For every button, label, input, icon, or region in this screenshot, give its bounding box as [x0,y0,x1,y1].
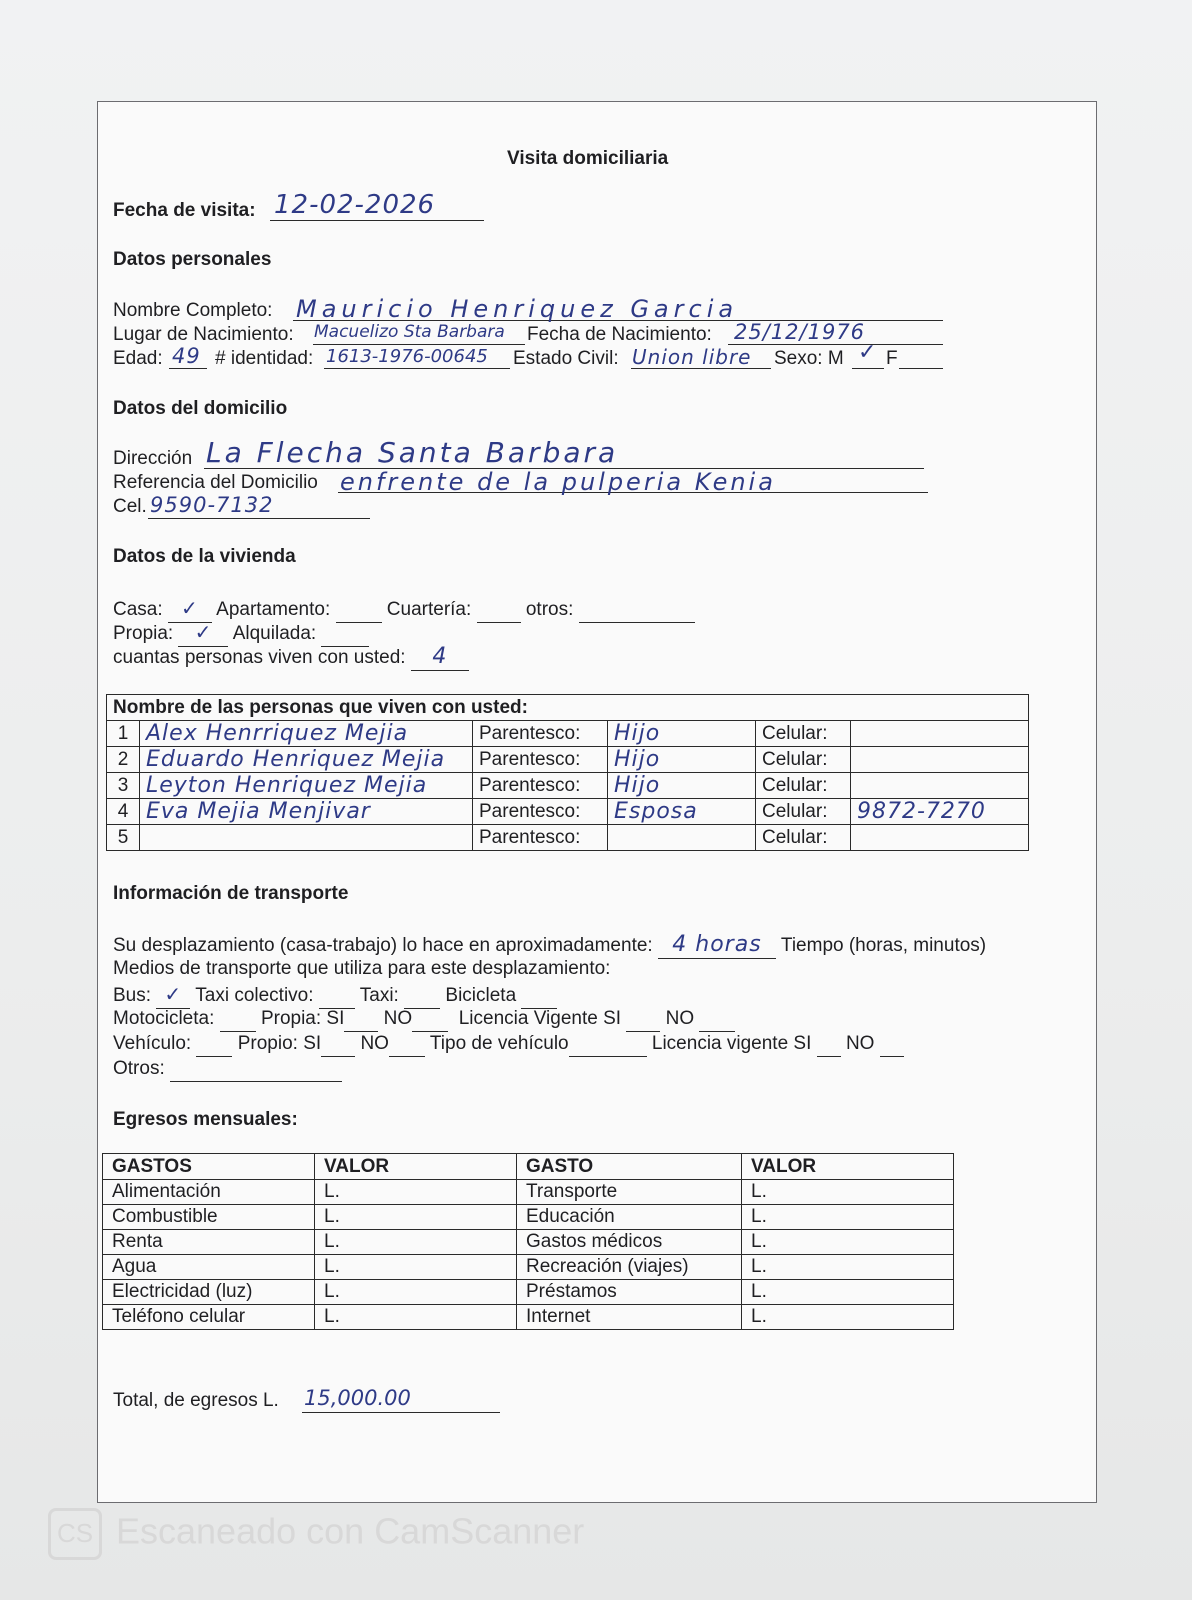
propia-label: Propia: [113,623,174,644]
birthplace-underline [313,344,525,345]
commute-suffix: Tiempo (horas, minutos) [780,935,987,956]
camscanner-watermark [48,1508,584,1560]
household-table-header [107,695,1029,721]
bus-label: Bus: [113,985,152,1006]
celular-label: Celular: [756,799,851,825]
veh-licencia-label: Licencia vigente SI [651,1033,812,1054]
parentesco-label: Parentesco: [473,825,608,851]
person-name: Eduardo Henriquez Mejia [146,747,446,772]
veh-no-blank [389,1032,425,1057]
expense-value: L. [315,1280,517,1305]
table-row [103,1180,954,1205]
transport-otros-label: Otros: [113,1058,165,1079]
table-row [107,747,1029,773]
expense-value: L. [742,1305,954,1330]
expense-value: L. [315,1255,517,1280]
transport-means-label: Medios de transporte que utiliza para este desplazamiento: [113,958,611,979]
id-value: 1613-1976-00645 [326,346,488,367]
expense-name: Préstamos [517,1280,742,1305]
expense-name: Transporte [517,1180,742,1205]
taxi-label: Taxi: [359,985,399,1006]
bicicleta-blank [521,984,557,1009]
domicile-heading: Datos del domicilio [113,398,288,419]
person-relation: Hijo [614,721,661,746]
col-valor-2: VALOR [742,1154,954,1180]
table-row [103,1230,954,1255]
moto-blank [220,1007,256,1032]
commute-value: 4 horas [672,932,762,957]
age-value: 49 [172,344,201,368]
address-label: Dirección [113,448,193,469]
cuarteria-label: Cuartería: [386,599,472,620]
parentesco-label: Parentesco: [473,721,608,747]
cel-underline [148,518,370,519]
civil-label: Estado Civil: [513,348,619,369]
address-value: La Flecha Santa Barbara [206,436,619,469]
moto-no-blank [412,1007,448,1032]
parentesco-label: Parentesco: [473,747,608,773]
parentesco-label: Parentesco: [473,799,608,825]
person-relation: Hijo [614,747,661,772]
housing-ownership-row [113,620,369,647]
transport-vehicle-row [113,1032,904,1057]
person-name: Eva Mejia Menjivar [146,799,371,824]
veh-licencia-no-blank [880,1032,904,1057]
total-value: 15,000.00 [304,1386,411,1410]
celular-label: Celular: [756,825,851,851]
row-number: 4 [107,799,140,825]
camscanner-logo-icon: CS [48,1508,102,1560]
moto-label: Motocicleta: [113,1008,215,1029]
watermark-text: Escaneado con CamScanner [116,1510,585,1552]
visit-date-underline [270,220,484,221]
person-relation: Hijo [614,773,661,798]
moto-no-label: NO [383,1008,413,1029]
expense-value: L. [315,1305,517,1330]
veh-propio-si-blank [321,1032,355,1057]
age-underline [169,368,207,369]
expense-value: L. [315,1205,517,1230]
person-name: Alex Henrriquez Mejia [146,721,409,746]
apartamento-label: Apartamento: [216,599,331,620]
expense-name: Internet [517,1305,742,1330]
expense-name: Electricidad (luz) [103,1280,315,1305]
row-number: 1 [107,721,140,747]
sex-m-check: ✓ [858,340,878,365]
household-table [106,694,1029,851]
cel-value: 9590-7132 [150,493,274,517]
row-number: 5 [107,825,140,851]
parentesco-label: Parentesco: [473,773,608,799]
col-gasto: GASTO [517,1154,742,1180]
celular-label: Celular: [756,721,851,747]
moto-licencia-no-label: NO [665,1008,695,1029]
table-row [103,1255,954,1280]
sex-f-underline [899,368,943,369]
personal-heading: Datos personales [113,249,272,270]
person-name: Leyton Henriquez Mejia [146,773,428,798]
veh-tipo-blank [569,1032,647,1057]
form-title: Visita domiciliaria [507,148,669,169]
transport-heading: Información de transporte [113,883,349,904]
veh-tipo-label: Tipo de vehículo [429,1033,569,1054]
transport-otros-row [113,1057,342,1082]
expense-value: L. [742,1280,954,1305]
transport-public-row [113,982,557,1009]
expense-value: L. [742,1230,954,1255]
row-number: 3 [107,773,140,799]
expense-name: Gastos médicos [517,1230,742,1255]
expense-value: L. [742,1180,954,1205]
propia-check: ✓ [194,620,213,644]
veh-no-label: NO [360,1033,389,1054]
id-underline [324,368,510,369]
table-row [107,825,1029,851]
expenses-header-row [103,1154,954,1180]
alquilada-label: Alquilada: [232,623,317,644]
name-label: Nombre Completo: [113,300,273,321]
total-underline [302,1412,500,1413]
col-valor-1: VALOR [315,1154,517,1180]
cel-label: Cel. [113,496,147,517]
expense-value: L. [315,1180,517,1205]
visit-date-value: 12-02-2026 [274,190,436,220]
table-row [107,773,1029,799]
moto-licencia-label: Licencia Vigente SI [458,1008,622,1029]
expense-value: L. [742,1205,954,1230]
otros-label: otros: [525,599,574,620]
table-row [103,1205,954,1230]
moto-propia-label: Propia: SI [260,1008,345,1029]
housing-heading: Datos de la vivienda [113,546,296,567]
table-row [107,799,1029,825]
moto-licencia-no-blank [699,1007,735,1032]
expense-value: L. [315,1230,517,1255]
expenses-table [102,1153,954,1330]
total-label: Total, de egresos L. [113,1390,279,1411]
visit-date-label: Fecha de visita: [113,200,256,221]
expense-value: L. [742,1255,954,1280]
birthplace-label: Lugar de Nacimiento: [113,324,294,345]
expense-name: Combustible [103,1205,315,1230]
vehiculo-blank [196,1032,232,1057]
veh-licencia-no-label: NO [845,1033,875,1054]
celular-label: Celular: [756,773,851,799]
alquilada-blank [321,622,369,647]
casa-check: ✓ [181,596,199,620]
col-gastos: GASTOS [103,1154,315,1180]
person-cel: 9872-7270 [857,799,986,824]
person-relation: Esposa [614,799,698,824]
household-count-value: 4 [432,644,448,669]
veh-licencia-si-blank [817,1032,841,1057]
age-label: Edad: [113,348,163,369]
casa-label: Casa: [113,599,163,620]
reference-label: Referencia del Domicilio [113,472,318,493]
bus-check: ✓ [164,982,183,1006]
household-count-label: cuantas personas viven con usted: [113,647,406,668]
expense-name: Teléfono celular [103,1305,315,1330]
table-row [107,721,1029,747]
expenses-heading: Egresos mensuales: [113,1109,298,1130]
moto-propia-si-blank [344,1007,378,1032]
expense-name: Educación [517,1205,742,1230]
commute-label: Su desplazamiento (casa-trabajo) lo hace en aproximadamente: [113,935,653,956]
birthdate-underline [728,344,943,345]
transport-moto-row [113,1007,735,1032]
transport-otros-blank [170,1057,342,1082]
name-value: Mauricio Henriquez Garcia [296,295,739,323]
id-label: # identidad: [215,348,314,369]
household-count-row [113,645,469,671]
otros-blank [579,598,695,623]
veh-propio-label: Propio: SI [237,1033,322,1054]
commute-row [113,933,986,959]
expense-name: Agua [103,1255,315,1280]
moto-licencia-si-blank [626,1007,660,1032]
sex-m-underline [852,368,884,369]
expense-name: Alimentación [103,1180,315,1205]
row-number: 2 [107,747,140,773]
table-row [103,1305,954,1330]
table-row [103,1280,954,1305]
expense-name: Recreación (viajes) [517,1255,742,1280]
vehiculo-label: Vehículo: [113,1033,192,1054]
taxi-colectivo-label: Taxi colectivo: [195,985,314,1006]
birthplace-value: Macuelizo Sta Barbara [314,322,505,342]
sex-f-label: F [886,348,898,369]
birthdate-value: 25/12/1976 [734,320,866,344]
taxi-colectivo-blank [319,984,355,1009]
bicicleta-label: Bicicleta [445,985,517,1006]
household-heading: Nombre de las personas que viven con usted: [107,695,1029,721]
civil-value: Union libre [632,345,752,369]
taxi-blank [404,984,440,1009]
cuarteria-blank [477,598,521,623]
housing-type-row [113,596,695,623]
celular-label: Celular: [756,747,851,773]
reference-value: enfrente de la pulperia Kenia [340,468,776,496]
sex-label: Sexo: M [774,348,844,369]
expense-name: Renta [103,1230,315,1255]
birthdate-label: Fecha de Nacimiento: [527,324,712,345]
